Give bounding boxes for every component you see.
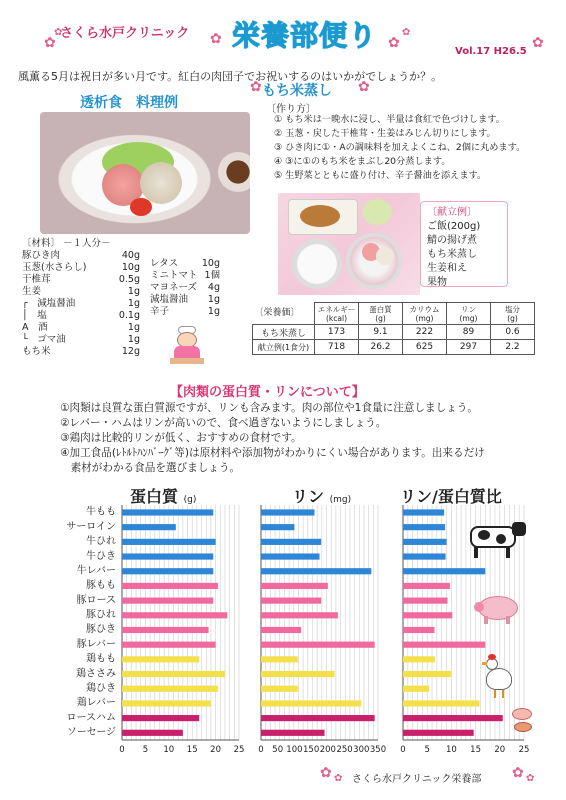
- bar: [261, 656, 298, 662]
- bar: [261, 539, 321, 545]
- bar: [403, 598, 448, 604]
- bar: [403, 539, 447, 545]
- ingredient-amount: 40g: [121, 250, 140, 261]
- sakura-icon: ✿: [250, 79, 262, 95]
- bar: [403, 700, 479, 706]
- tick-label: 5: [424, 745, 430, 755]
- category-label: 鶏ささみ: [76, 668, 116, 680]
- recipe-step: ② 玉葱・戻した干椎茸・生姜はみじん切りにします。: [274, 128, 496, 139]
- nutrition-cell: 173: [315, 325, 359, 340]
- sakura-icon: ✿: [44, 35, 56, 51]
- cow-illustration: [464, 520, 526, 558]
- recipe-heading: もち米蒸し: [262, 83, 332, 99]
- bar: [261, 509, 314, 515]
- newsletter-title: 栄養部便り: [232, 19, 378, 52]
- category-label: 豚ひき: [86, 624, 116, 636]
- category-label: 豚ひれ: [86, 609, 116, 621]
- category-label: 牛ひれ: [86, 536, 116, 548]
- ingredient-amount: 1個: [204, 270, 220, 281]
- intro-text: 風薫る5月は祝日が多い月です。紅白の肉団子でお祝いするのはいかがでしょうか？。: [18, 70, 443, 83]
- bar: [403, 642, 485, 648]
- category-label: 豚ロース: [76, 594, 116, 606]
- tick-label: 20: [494, 745, 506, 755]
- bar: [261, 642, 375, 648]
- bar: [403, 671, 451, 677]
- bar: [403, 715, 503, 721]
- ingredient-name: 辛子: [150, 306, 170, 317]
- sakura-icon: ✿: [526, 773, 535, 784]
- category-label: ソーセージ: [66, 727, 116, 739]
- tick-label: 150: [303, 745, 320, 755]
- bar: [403, 686, 429, 692]
- nutrition-row-name: もち米蒸し: [253, 325, 315, 340]
- nutrition-cell: 89: [447, 325, 491, 340]
- menu-item: 生姜和え: [427, 263, 467, 274]
- bar: [261, 553, 320, 559]
- bar: [261, 700, 361, 706]
- nutrition-header: リン (mg): [447, 303, 491, 325]
- bar: [403, 524, 445, 530]
- ingredients-header: 〔材料〕 －１人分－: [22, 238, 111, 249]
- chart-title-text: リン: [292, 487, 325, 506]
- category-label: 鶏ひき: [86, 682, 116, 694]
- ingredient-name: A 酒: [22, 322, 48, 333]
- ingredient-name: マヨネーズ: [150, 282, 198, 293]
- nutrition-cell: 2.2: [491, 340, 535, 355]
- tick-label: 0: [119, 745, 125, 755]
- category-label: 豚レバー: [76, 638, 116, 650]
- ingredient-amount: 4g: [207, 282, 220, 293]
- ingredient-name: │ 塩: [22, 310, 47, 321]
- bar: [122, 700, 211, 706]
- sakura-icon: ✿: [532, 35, 544, 51]
- tick-label: 350: [369, 745, 387, 755]
- ingredient-amount: 0.1g: [118, 310, 140, 321]
- section-point: ③鶏肉は比較的リンが低く、おすすめの食材です。: [60, 432, 302, 444]
- recipe-step: ④ ③に①のもち米をまぶし20分蒸します。: [274, 156, 451, 167]
- ingredient-amount: 1g: [127, 298, 140, 309]
- tick-label: 0: [258, 745, 264, 755]
- category-label: 豚もも: [86, 580, 116, 592]
- bar: [122, 656, 199, 662]
- tick-label: 15: [470, 745, 482, 755]
- bar: [403, 509, 444, 515]
- volume-date: Vol.17 H26.5: [455, 46, 527, 57]
- nutrition-row-name: 献立例(1食分): [253, 340, 315, 355]
- nutrition-label: 〔栄養価〕: [254, 307, 300, 318]
- sakura-icon: ✿: [402, 27, 411, 38]
- bar: [403, 568, 485, 574]
- category-label: サーロイン: [66, 521, 116, 533]
- menu-item: 鯖の揚げ煮: [427, 235, 477, 246]
- ingredient-amount: 1g: [207, 306, 220, 317]
- sakura-icon: ✿: [320, 765, 332, 781]
- bar: [122, 612, 227, 618]
- sakura-icon: ✿: [358, 79, 370, 95]
- sakura-icon: ✿: [388, 35, 400, 51]
- ham-illustration: [512, 708, 532, 734]
- bar: [122, 730, 183, 736]
- howto-label: 〔作り方〕: [266, 104, 316, 115]
- bar: [261, 598, 321, 604]
- section-point: ②レバー・ハムはリンが高いので、食べ過ぎないようにしましょう。: [60, 417, 387, 429]
- tick-label: 25: [518, 745, 530, 755]
- tick-label: 200: [319, 745, 336, 755]
- ingredient-name: レタス: [150, 258, 179, 269]
- chart-title-text: 蛋白質: [130, 487, 179, 506]
- ingredient-name: 生姜: [22, 286, 42, 297]
- ingredient-name: 減塩醤油: [150, 294, 189, 305]
- tick-label: 10: [163, 745, 175, 755]
- recipe-step: ① もち米は一晩水に浸し、半量は食紅で色づけします。: [274, 114, 505, 125]
- bar: [122, 671, 225, 677]
- bar: [122, 539, 216, 545]
- tick-label: 5: [142, 745, 149, 755]
- chart-unit: (mg): [329, 495, 352, 505]
- ingredient-name: ミニトマト: [150, 270, 198, 281]
- tick-label: 25: [233, 745, 245, 755]
- bar: [261, 627, 301, 633]
- ingredient-name: 玉葱(水さらし): [22, 262, 87, 273]
- nutrition-cell: 9.1: [359, 325, 403, 340]
- tick-label: 300: [353, 745, 370, 755]
- bar: [403, 583, 450, 589]
- ingredient-name: ┌ 減塩醤油: [22, 298, 76, 309]
- recipe-step: ⑤ 生野菜とともに盛り付け、辛子醤油を添えます。: [274, 170, 487, 181]
- nutrition-cell: 0.6: [491, 325, 535, 340]
- bar: [403, 612, 452, 618]
- clinic-name: さくら水戸クリニック: [60, 26, 190, 41]
- bar: [122, 715, 199, 721]
- bar: [403, 627, 434, 633]
- dialysis-meal-heading: 透析食 料理例: [80, 95, 178, 111]
- nutrition-cell: 718: [315, 340, 359, 355]
- recipe-step: ③ ひき肉に①・Aの調味料を加えよくこね、2個に丸めます。: [274, 142, 526, 153]
- bar: [261, 583, 328, 589]
- bar: [261, 612, 338, 618]
- bar: [122, 553, 213, 559]
- tick-label: 15: [186, 745, 198, 755]
- menu-item: もち米蒸し: [427, 249, 477, 260]
- ingredient-amount: 1g: [127, 286, 140, 297]
- chart-unit: (g): [183, 495, 197, 505]
- bar: [122, 642, 216, 648]
- ingredient-amount: 1g: [127, 334, 140, 345]
- ingredient-name: もち米: [22, 346, 51, 357]
- bar: [122, 598, 213, 604]
- ingredient-amount: 12g: [121, 346, 140, 357]
- nutrition-header: カリウム (mg): [403, 303, 447, 325]
- category-label: 鶏レバー: [76, 697, 116, 709]
- nutrition-header: エネルギー (kcal): [315, 303, 359, 325]
- sakura-icon: ✿: [54, 27, 63, 38]
- footer-text: さくら水戸クリニック栄養部: [352, 774, 482, 785]
- tick-label: 50: [272, 745, 284, 755]
- bar: [122, 524, 176, 530]
- menu-label: 〔献立例〕: [427, 207, 477, 218]
- sakura-icon: ✿: [210, 31, 222, 47]
- category-label: 鶏もも: [86, 653, 116, 665]
- bar: [261, 524, 294, 530]
- pig-illustration: [474, 592, 524, 624]
- ingredient-amount: 0.5g: [118, 274, 140, 285]
- tick-label: 250: [336, 745, 353, 755]
- bar: [122, 568, 213, 574]
- nutrition-cell: 297: [447, 340, 491, 355]
- chart-title-text: リン/蛋白質比: [400, 487, 502, 506]
- bar: [122, 509, 213, 515]
- ingredient-amount: 1g: [207, 294, 220, 305]
- meat-section-title: 【肉類の蛋白質・リンについて】: [170, 385, 365, 400]
- bar: [261, 686, 298, 692]
- ingredient-amount: 1g: [127, 322, 140, 333]
- menu-item: 果物: [427, 277, 447, 288]
- category-label: 牛レバー: [76, 565, 116, 577]
- tick-label: 20: [210, 745, 222, 755]
- bar: [403, 553, 446, 559]
- section-point: ①肉類は良質な蛋白質源ですが、リンも含みます。肉の部位や1食量に注意しましょう。: [60, 402, 478, 414]
- nutrition-cell: 222: [403, 325, 447, 340]
- nutrition-header: 塩分 (g): [491, 303, 535, 325]
- bar: [122, 627, 209, 633]
- chicken-illustration: [482, 656, 516, 698]
- bar: [261, 671, 335, 677]
- section-point: ④加工食品(ﾚﾄﾙﾄﾊﾝﾊﾞｰｸﾞ等)は原材料や添加物がわかりにくい場合があります。出来るだけ: [60, 447, 485, 459]
- category-label: ロースハム: [66, 712, 116, 724]
- ingredient-amount: 10g: [201, 258, 220, 269]
- ingredient-name: 豚ひき肉: [22, 250, 61, 261]
- sakura-icon: ✿: [512, 765, 524, 781]
- bar: [403, 730, 474, 736]
- ingredient-name: └ ゴマ油: [22, 334, 66, 345]
- bar: [122, 583, 218, 589]
- category-label: 牛ひき: [86, 550, 116, 562]
- bar: [261, 730, 325, 736]
- tick-label: 100: [286, 745, 303, 755]
- nutrition-cell: 625: [403, 340, 447, 355]
- sakura-icon: ✿: [334, 773, 343, 784]
- category-label: 牛もも: [86, 506, 116, 518]
- bar: [261, 715, 375, 721]
- tick-label: 10: [445, 745, 457, 755]
- nutrition-header: 蛋白質 (g): [359, 303, 403, 325]
- section-point: 素材がわかる食品を選びましょう。: [60, 462, 241, 474]
- menu-item: ご飯(200g): [427, 221, 481, 232]
- bar: [122, 686, 218, 692]
- bar: [403, 656, 435, 662]
- bar: [261, 568, 371, 574]
- ingredient-name: 干椎茸: [22, 274, 51, 285]
- ingredient-amount: 10g: [121, 262, 140, 273]
- nutrition-cell: 26.2: [359, 340, 403, 355]
- tick-label: 0: [400, 745, 406, 755]
